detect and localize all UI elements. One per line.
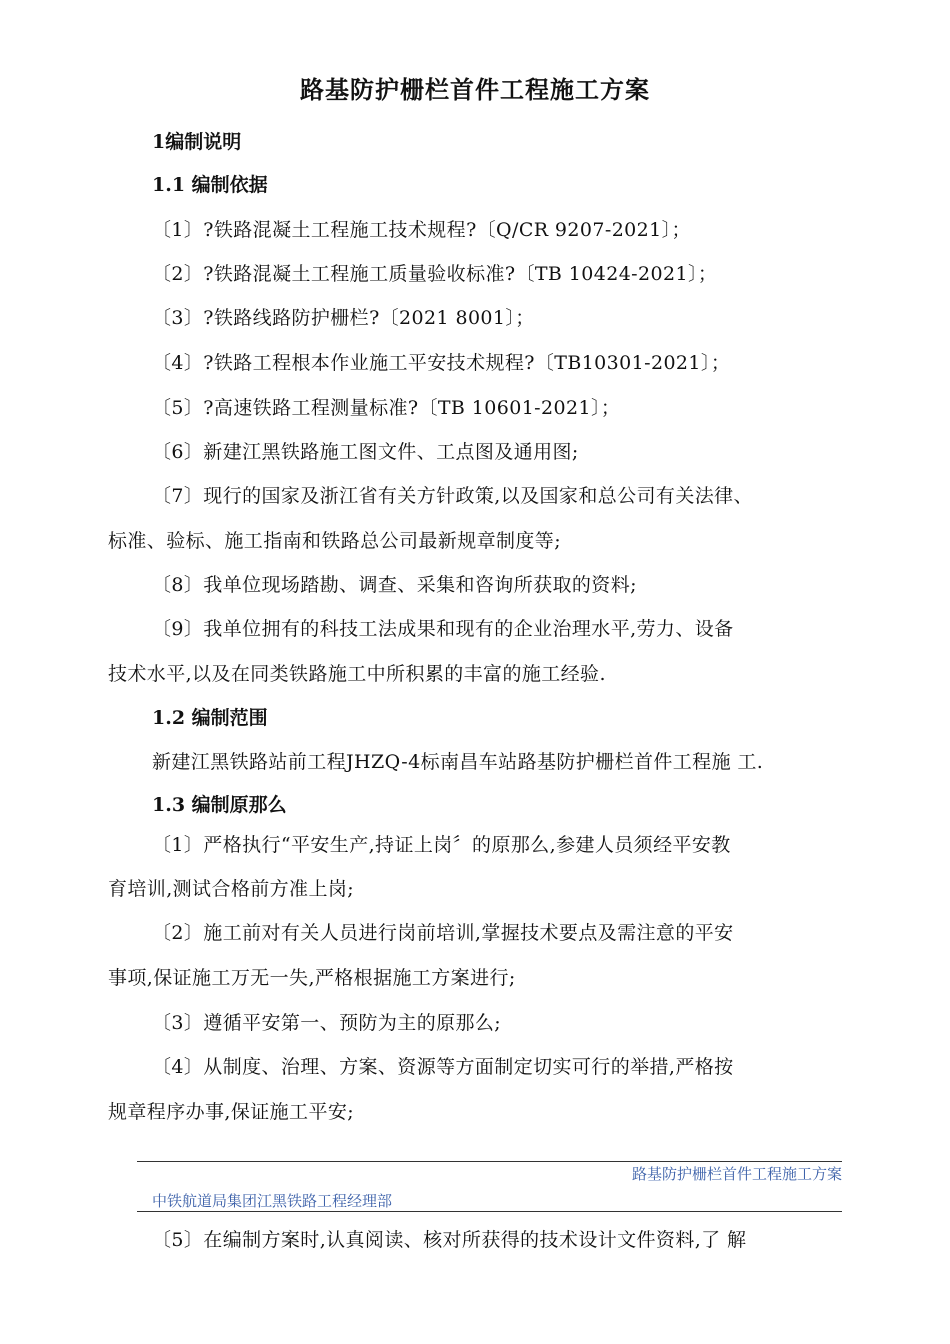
header-bottom-rule: [137, 1211, 842, 1212]
section-heading-1: 1编制说明: [152, 131, 242, 153]
basis-item-7-cont: 标准、验标、施工指南和铁路总公司最新规章制度等;: [108, 530, 562, 552]
principle-item-2: 〔2〕施工前对有关人员进行岗前培训,掌握技术要点及需注意的平安: [152, 922, 734, 944]
header-top-rule: [137, 1161, 842, 1162]
page-header-doc-title: 路基防护栅栏首件工程施工方案: [631, 1165, 842, 1183]
basis-item-9: 〔9〕我单位拥有的科技工法成果和现有的企业治理水平,劳力、设备: [152, 618, 734, 640]
document-title: 路基防护栅栏首件工程施工方案: [300, 76, 650, 104]
section-heading-1-3: 1.3 编制原那么: [152, 794, 287, 816]
principle-item-4-cont: 规章程序办事,保证施工平安;: [108, 1101, 355, 1123]
principle-item-3: 〔3〕遵循平安第一、预防为主的原那么;: [152, 1012, 502, 1034]
section-heading-1-2: 1.2 编制范围: [152, 707, 268, 729]
basis-item-7: 〔7〕现行的国家及浙江省有关方针政策,以及国家和总公司有关法律、: [152, 485, 753, 507]
principle-item-4: 〔4〕从制度、治理、方案、资源等方面制定切实可行的举措,严格按: [152, 1056, 734, 1078]
principle-item-2-cont: 事项,保证施工万无一失,严格根据施工方案进行;: [108, 967, 516, 989]
principle-item-1: 〔1〕严格执行“平安生产,持证上岗〞的原那么,参建人员须经平安教: [152, 834, 731, 856]
section-heading-1-1: 1.1 编制依据: [152, 174, 268, 196]
principle-item-5: 〔5〕在编制方案时,认真阅读、核对所获得的技术设计文件资料,了 解: [152, 1229, 747, 1251]
basis-item-6: 〔6〕新建江黑铁路施工图文件、工点图及通用图;: [152, 441, 579, 463]
basis-item-4: 〔4〕?铁路工程根本作业施工平安技术规程?〔TB10301-2021〕；: [152, 352, 731, 374]
basis-item-8: 〔8〕我单位现场踏勘、调查、采集和咨询所获取的资料;: [152, 574, 637, 596]
page-header-org: 中铁航道局集团江黑铁路工程经理部: [152, 1192, 393, 1210]
basis-item-2: 〔2〕?铁路混凝土工程施工质量验收标准?〔TB 10424-2021〕；: [152, 263, 718, 285]
basis-item-5: 〔5〕?高速铁路工程测量标准?〔TB 10601-2021〕；: [152, 397, 621, 419]
scope-text: 新建江黑铁路站前工程JHZQ-4标南昌车站路基防护栅栏首件工程施 工.: [152, 751, 764, 773]
basis-item-1: 〔1〕?铁路混凝土工程施工技术规程?〔Q/CR 9207-2021〕；: [152, 219, 691, 241]
principle-item-1-cont: 育培训,测试合格前方准上岗;: [108, 878, 355, 900]
basis-item-9-cont: 技术水平,以及在同类铁路施工中所积累的丰富的施工经验.: [108, 663, 606, 685]
basis-item-3: 〔3〕?铁路线路防护栅栏?〔2021 8001〕；: [152, 307, 535, 329]
